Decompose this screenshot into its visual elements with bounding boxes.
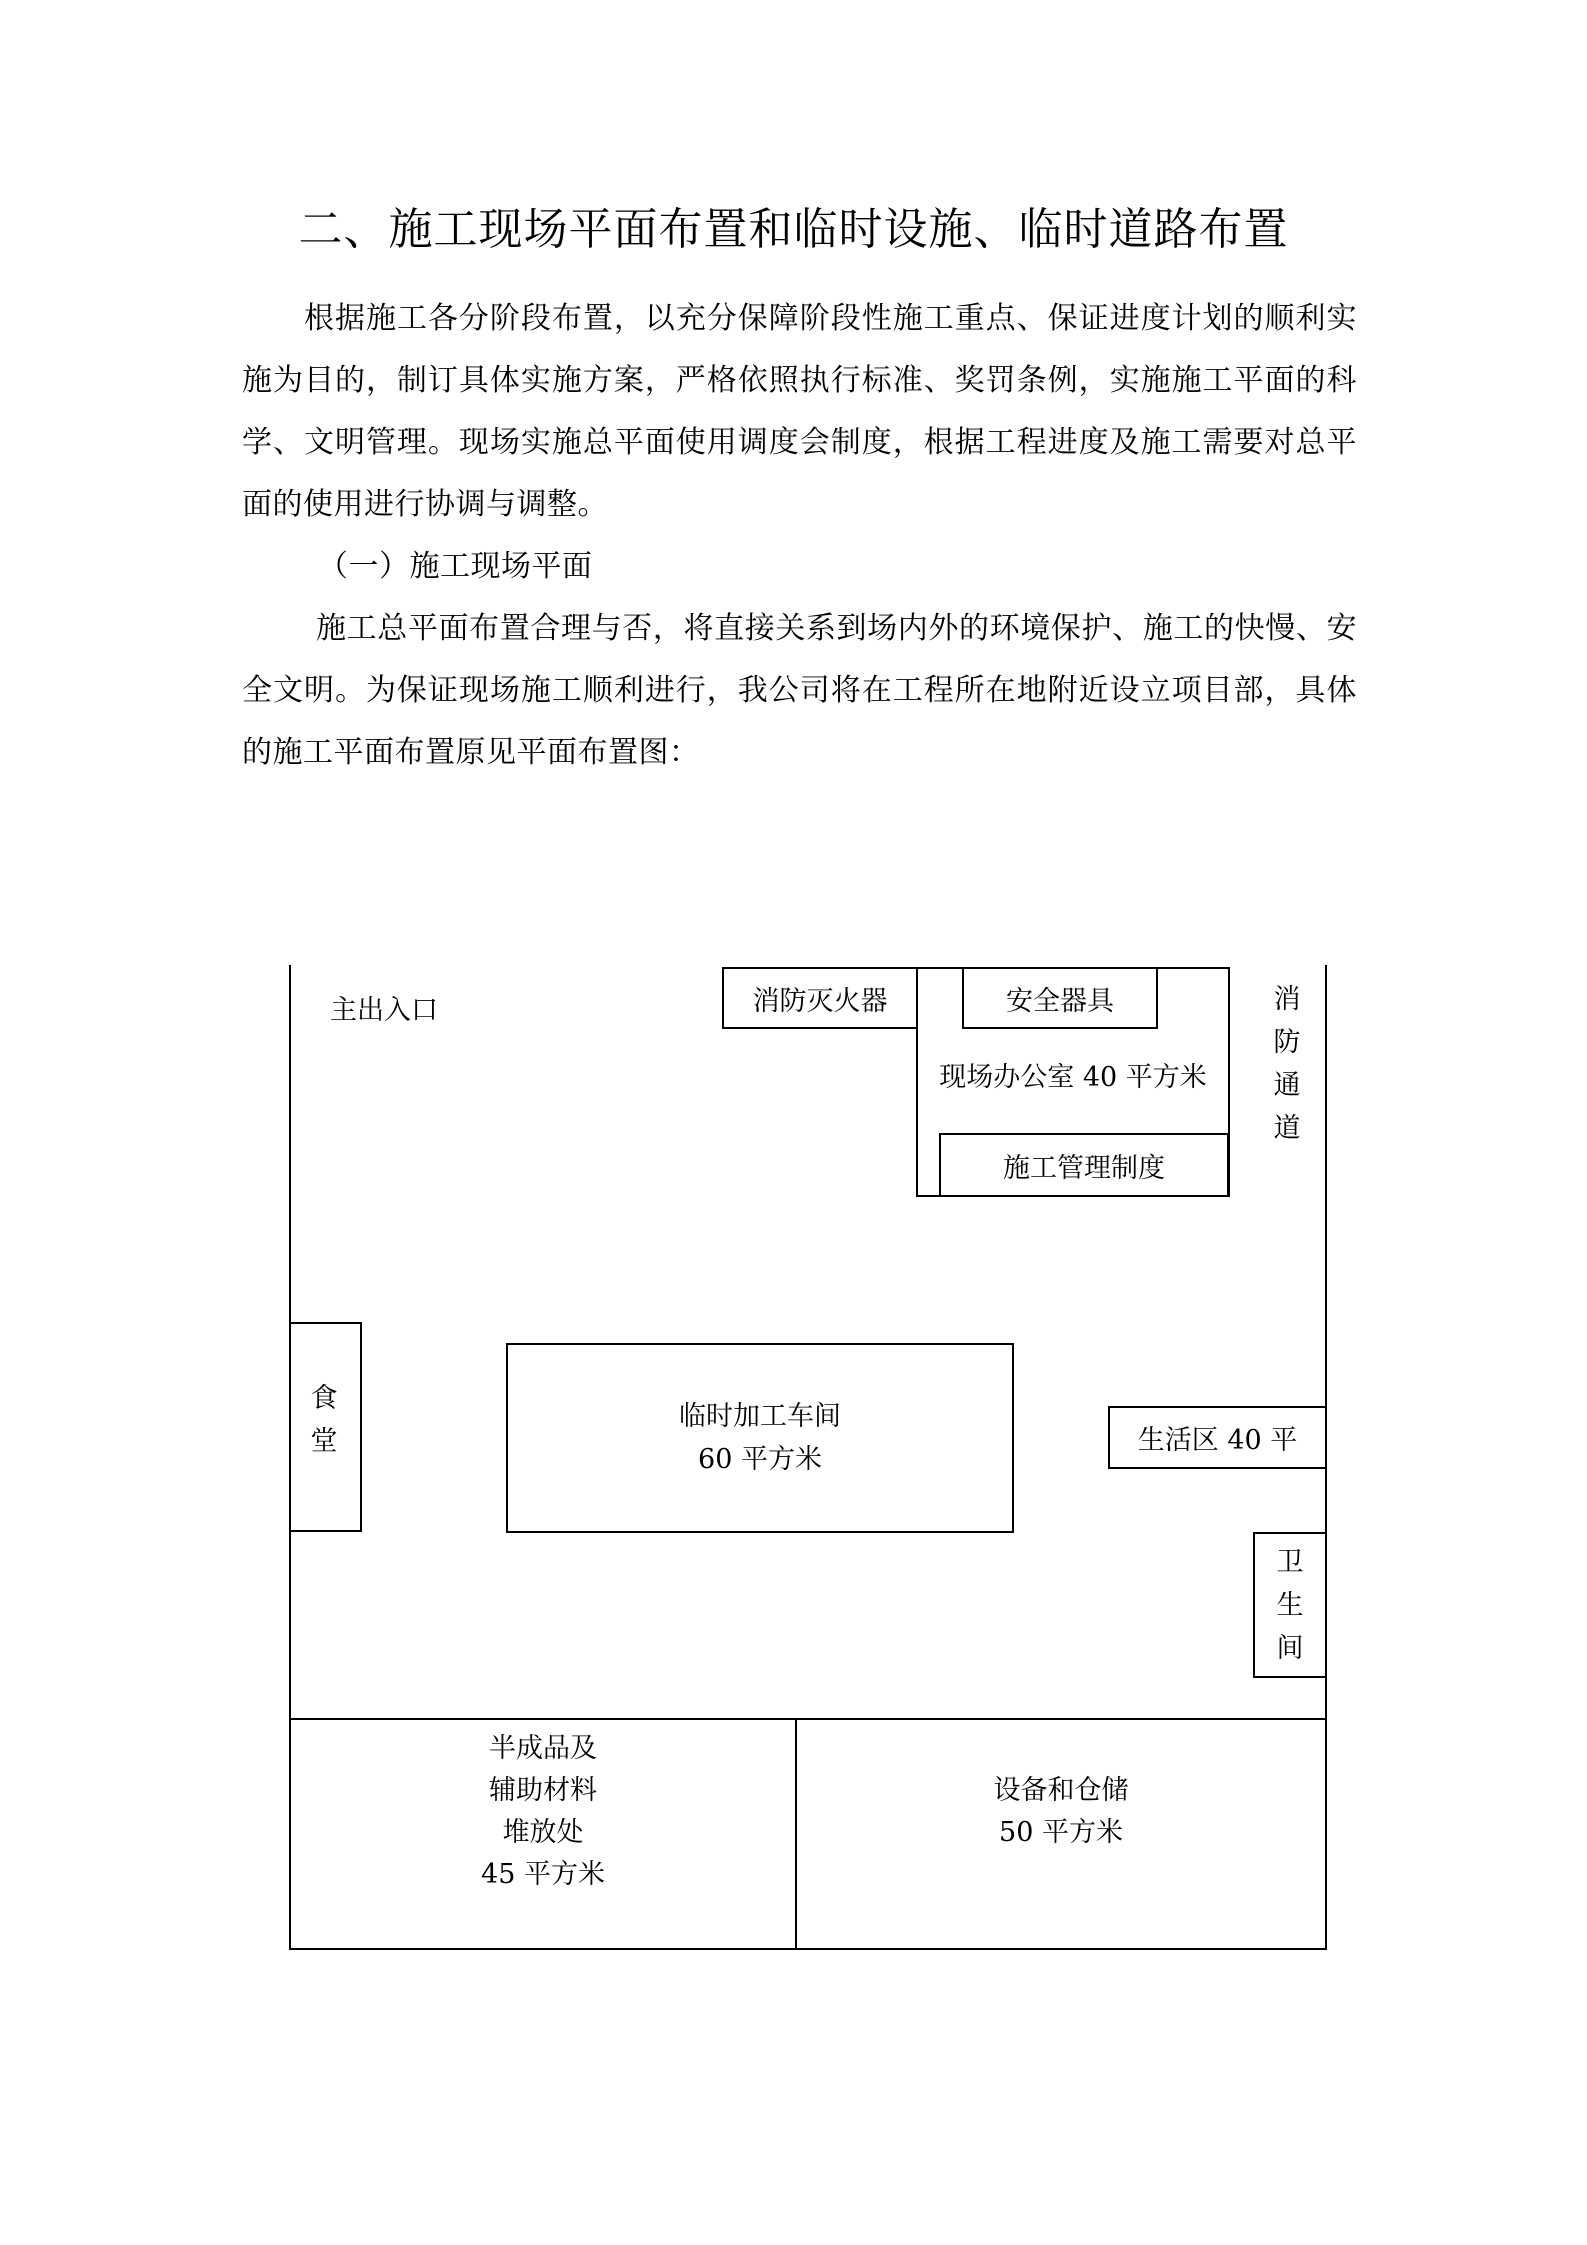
- canteen-box: [289, 1322, 362, 1532]
- restroom-label: 卫生间: [1276, 1547, 1304, 1664]
- storage-divider-line: [289, 1718, 1327, 1720]
- subheading: （一）施工现场平面: [318, 549, 593, 584]
- materials-storage-label: 半成品及 辅助材料 堆放处 45 平方米: [481, 1733, 605, 1890]
- temporary-workshop-box: 临时加工车间 60 平方米: [506, 1343, 1014, 1533]
- site-bottom-boundary: [289, 1948, 1327, 1950]
- section-title: 二、施工现场平面布置和临时设施、临时道路布置: [298, 204, 1289, 255]
- site-office-label: 现场办公室 40 平方米: [939, 1062, 1207, 1093]
- management-rules-box: 施工管理制度: [939, 1133, 1229, 1197]
- fire-passage-label: 消防通道: [1273, 984, 1301, 1144]
- safety-equipment-box: 安全器具: [962, 967, 1158, 1029]
- layout-paragraph: 施工总平面布置合理与否，将直接关系到场内外的环境保护、施工的快慢、安全文明。为保证现场施工顺利进行，我公司将在工程所在地附近设立项目部，具体的施工平面布置原见平面布置图：: [242, 611, 1357, 770]
- intro-paragraph: 根据施工各分阶段布置，以充分保障阶段性施工重点、保证进度计划的顺利实施为目的，制订具体实施方案，严格依照执行标准、奖罚条例，实施施工平面的科学、文明管理。现场实施总平面使用调度会制度，根据工程进度及施工需要对总平面的使用进行协调与调整。: [242, 301, 1357, 522]
- fire-extinguisher-box: 消防灭火器: [722, 967, 918, 1029]
- restroom-box: [1253, 1532, 1327, 1678]
- main-entrance-label: 主出入口: [330, 995, 438, 1026]
- canteen-label: 食堂: [310, 1383, 338, 1457]
- living-area-box: 生活区 40 平: [1108, 1406, 1327, 1469]
- equipment-storage-label: 设备和仓储 50 平方米: [993, 1775, 1129, 1848]
